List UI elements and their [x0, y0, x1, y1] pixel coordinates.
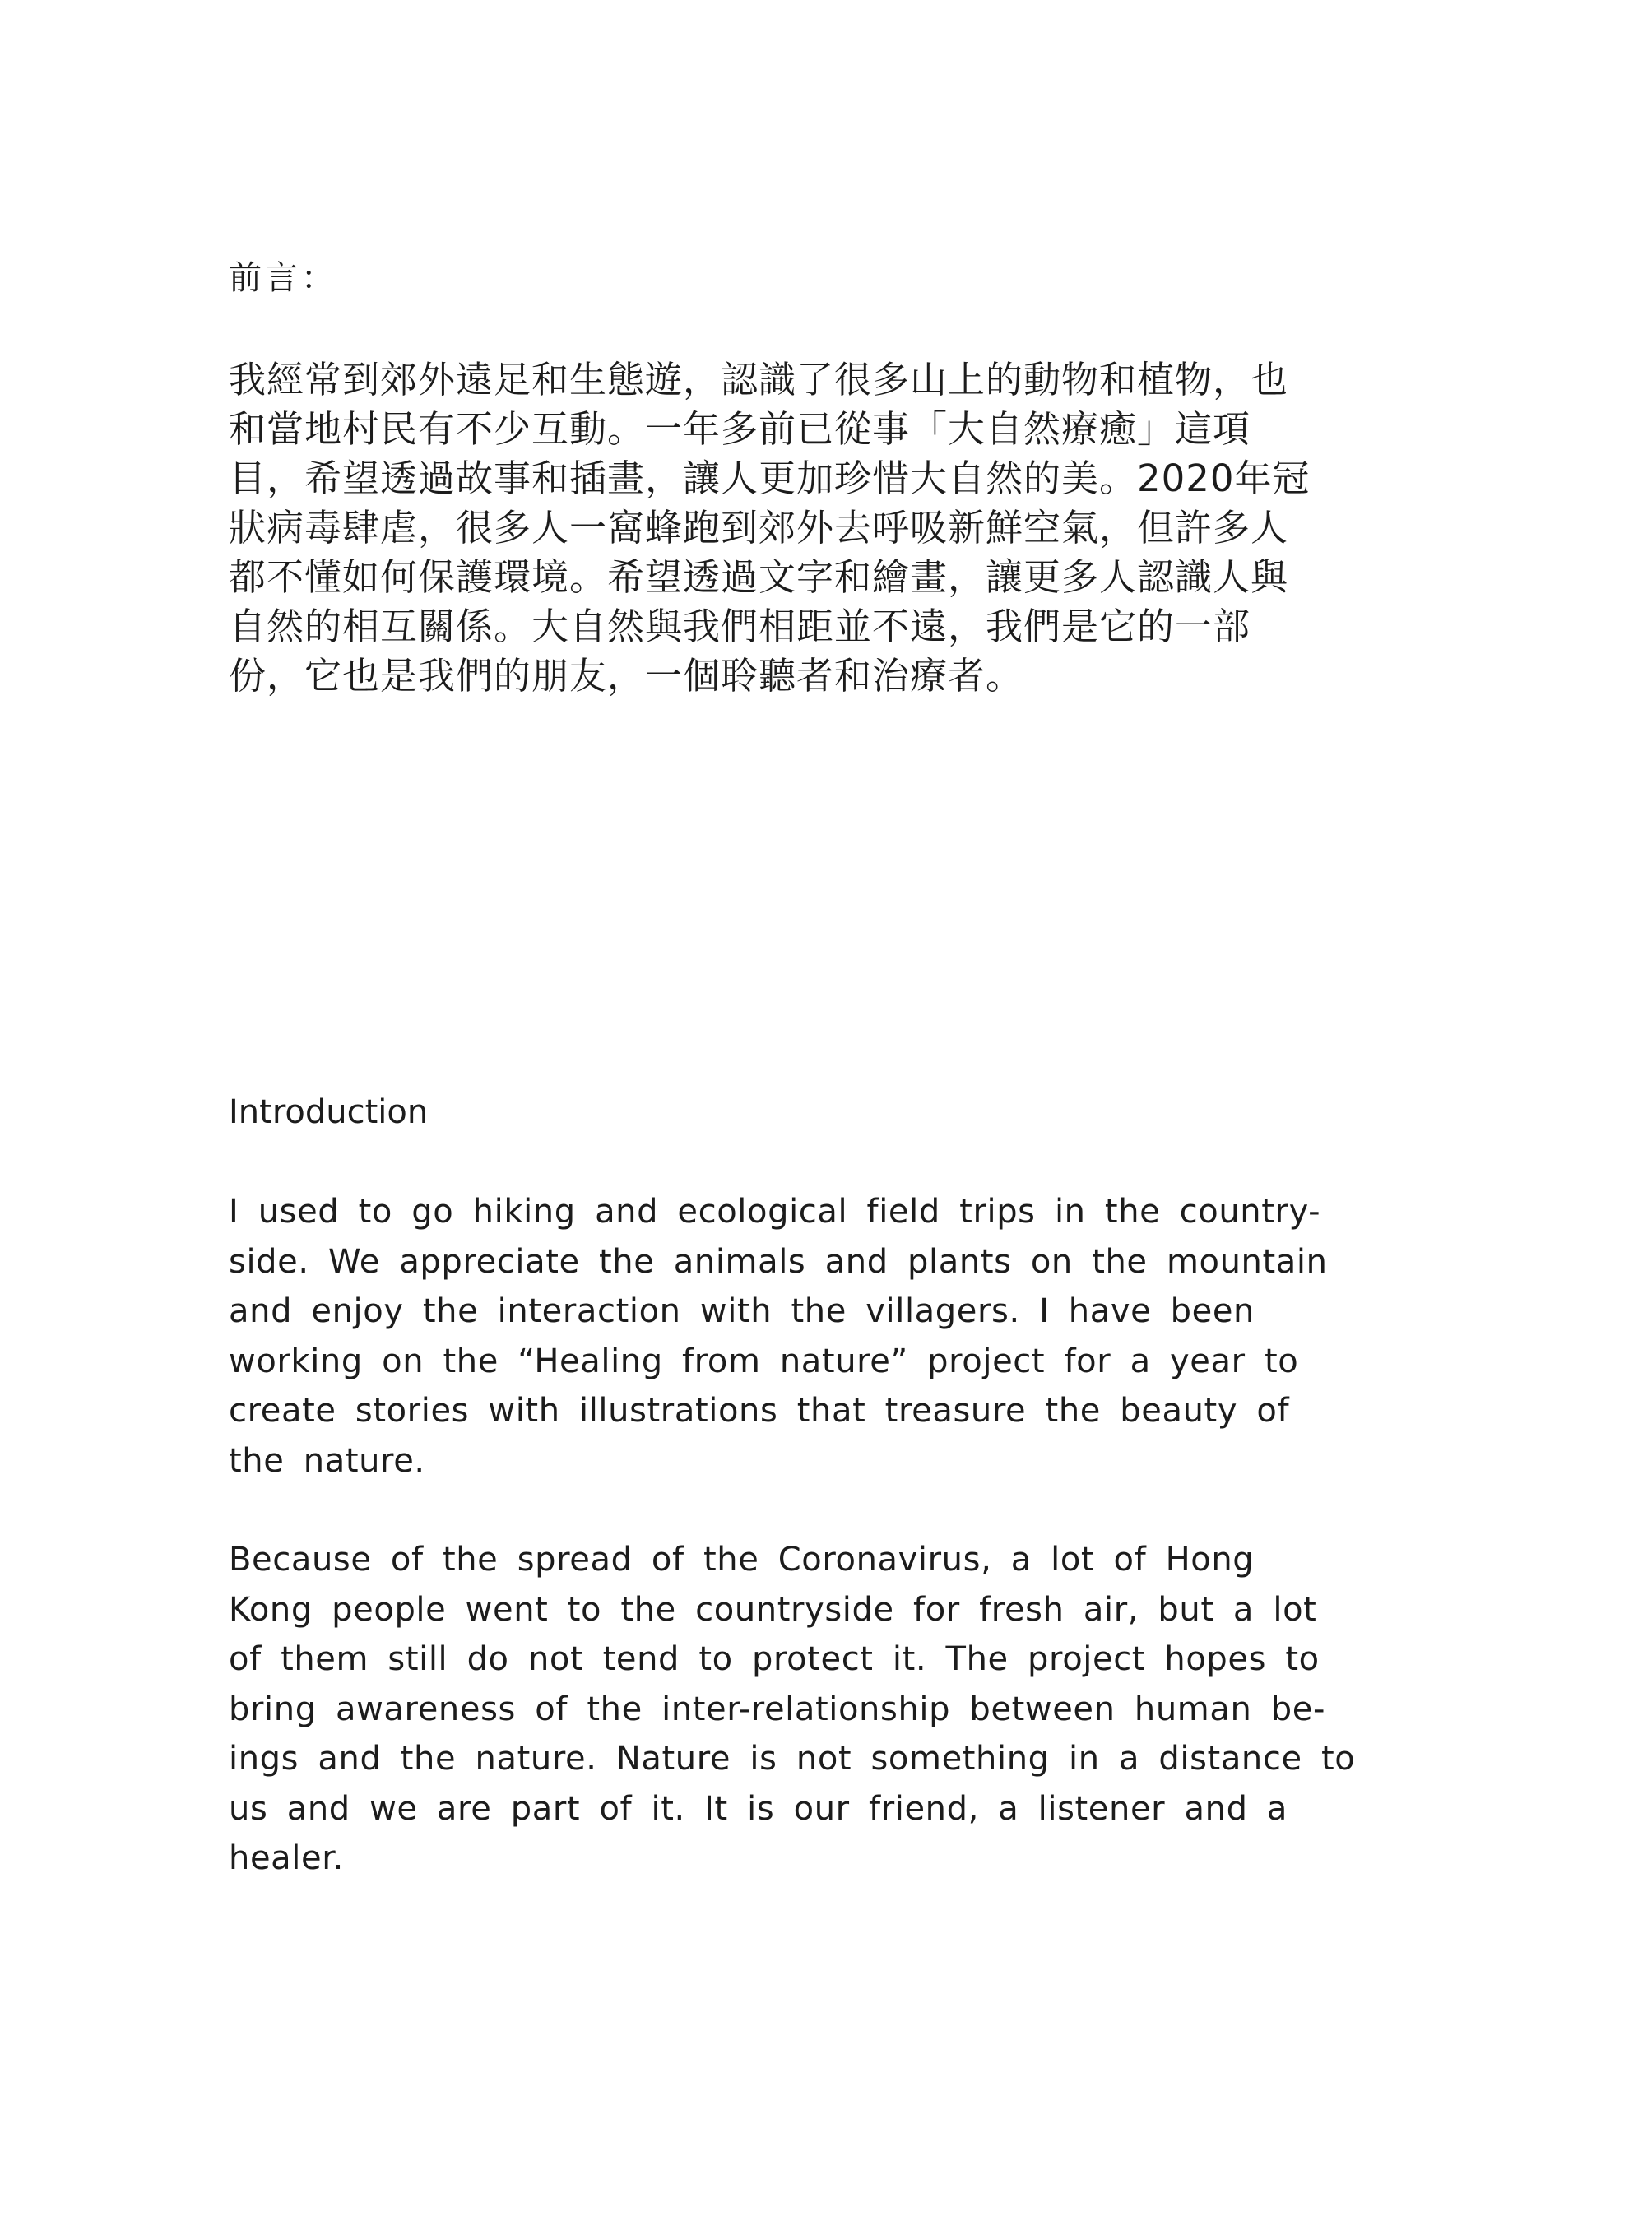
- english-line: Because of the spread of the Coronavirus, a lot of Hong: [229, 1541, 1255, 1579]
- chinese-line: 我經常到郊外遠足和生態遊，認識了很多山上的動物和植物，也: [229, 358, 1289, 401]
- chinese-line: 目，希望透過故事和插畫，讓人更加珍惜大自然的美。2020年冠: [229, 457, 1311, 500]
- english-line: and enjoy the interaction with the villagers. I have been: [229, 1292, 1255, 1330]
- chinese-line: 狀病毒肆虐，很多人一窩蜂跑到郊外去呼吸新鮮空氣，但許多人: [229, 506, 1289, 549]
- english-line: bring awareness of the inter-relationship between human be-: [229, 1690, 1325, 1728]
- chinese-line: 和當地村民有不少互動。一年多前已從事「大自然療癒」這項: [229, 407, 1251, 451]
- chinese-heading: 前言：: [229, 259, 337, 297]
- english-line: the nature.: [229, 1441, 425, 1480]
- english-paragraph-1: [229, 1187, 1328, 1486]
- english-line: us and we are part of it. It is our friend, a listener and a: [229, 1789, 1288, 1828]
- english-line: healer.: [229, 1839, 344, 1877]
- english-line: of them still do not tend to protect it. The project hopes to: [229, 1640, 1320, 1678]
- english-line: I used to go hiking and ecological field trips in the country-: [229, 1193, 1321, 1231]
- english-line: side. We appreciate the animals and plants on the mountain: [229, 1242, 1328, 1281]
- chinese-line: 都不懂如何保護環境。希望透過文字和繪畫，讓更多人認識人與: [229, 555, 1289, 599]
- english-line: Kong people went to the countryside for fresh air, but a lot: [229, 1590, 1317, 1629]
- english-paragraph-2: [229, 1535, 1355, 1884]
- english-line: create stories with illustrations that treasure the beauty of: [229, 1392, 1290, 1430]
- chinese-line: 份，它也是我們的朋友，一個聆聽者和治療者。: [229, 654, 1024, 698]
- chinese-line: 自然的相互關係。大自然與我們相距並不遠，我們是它的一部: [229, 605, 1251, 648]
- english-line: ings and the nature. Nature is not something in a distance to: [229, 1740, 1356, 1778]
- english-line: working on the “Healing from nature” project for a year to: [229, 1342, 1299, 1380]
- chinese-paragraph: [229, 355, 1311, 701]
- english-heading: Introduction: [229, 1093, 429, 1131]
